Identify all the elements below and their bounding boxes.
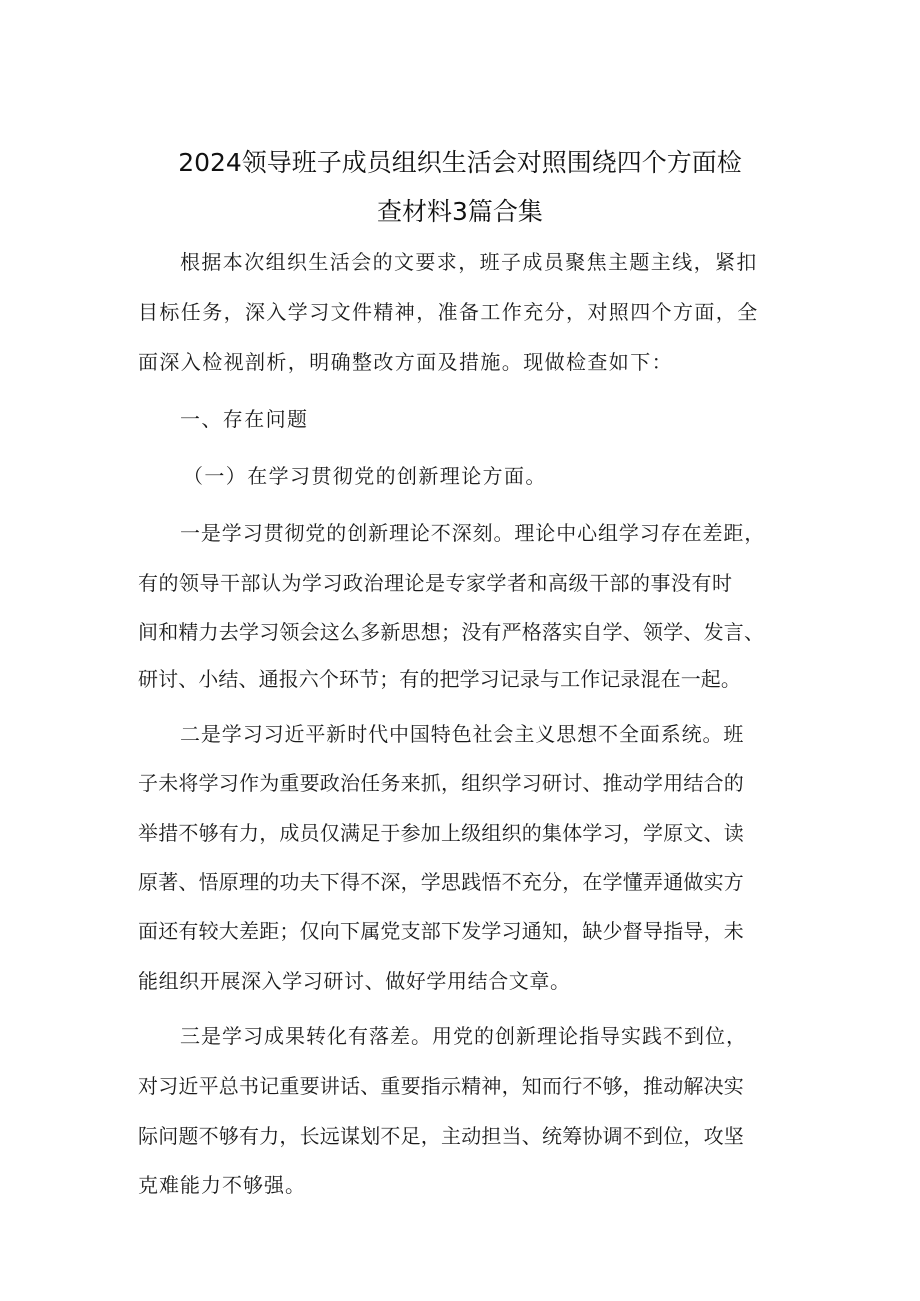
paragraph-line: 际问题不够有力，长远谋划不足，主动担当、统筹协调不到位，攻坚 xyxy=(138,1124,744,1148)
paragraph-line: 一是学习贯彻党的创新理论不深刻。理论中心组学习存在差距， xyxy=(180,521,766,545)
paragraph-line: 举措不够有力，成员仅满足于参加上级组织的集体学习，学原文、读 xyxy=(138,821,744,845)
paragraph-line: 间和精力去学习领会这么多新思想；没有严格落实自学、领学、发言、 xyxy=(138,620,765,644)
paragraph-line: 克难能力不够强。 xyxy=(138,1173,306,1197)
paragraph-line: 三是学习成果转化有落差。用党的创新理论指导实践不到位， xyxy=(180,1024,747,1048)
section-heading: 一、存在问题 xyxy=(180,407,309,431)
paragraph-line: 子未将学习作为重要政治任务来抓，组织学习研讨、推动学用结合的 xyxy=(138,771,744,795)
paragraph-line: 研讨、小结、通报六个环节；有的把学习记录与工作记录混在一起。 xyxy=(138,667,741,691)
paragraph-line: 能组织开展深入学习研讨、做好学用结合文章。 xyxy=(138,969,571,993)
intro-line: 面深入检视剖析，明确整改方面及措施。现做检查如下： xyxy=(138,350,673,374)
paragraph-line: 二是学习习近平新时代中国特色社会主义思想不全面系统。班 xyxy=(180,722,745,746)
subsection-heading: （一）在学习贯彻党的创新理论方面。 xyxy=(183,464,547,488)
paragraph-line: 有的领导干部认为学习政治理论是专家学者和高级干部的事没有时 xyxy=(138,571,733,595)
document-title-line-2: 查材料3篇合集 xyxy=(377,197,543,226)
paragraph-line: 面还有较大差距；仅向下属党支部下发学习通知，缺少督导指导，未 xyxy=(138,919,744,943)
intro-line: 目标任务，深入学习文件精神，准备工作充分，对照四个方面，全 xyxy=(138,300,759,324)
paragraph-line: 原著、悟原理的功夫下得不深，学思践悟不充分，在学懂弄通做实方 xyxy=(138,870,744,894)
document-title-line-1: 2024领导班子成员组织生活会对照围绕四个方面检 xyxy=(178,148,742,177)
paragraph-line: 对习近平总书记重要讲话、重要指示精神，知而行不够，推动解决实 xyxy=(138,1074,744,1098)
intro-line: 根据本次组织生活会的文要求，班子成员聚焦主题主线，紧扣 xyxy=(180,250,758,274)
